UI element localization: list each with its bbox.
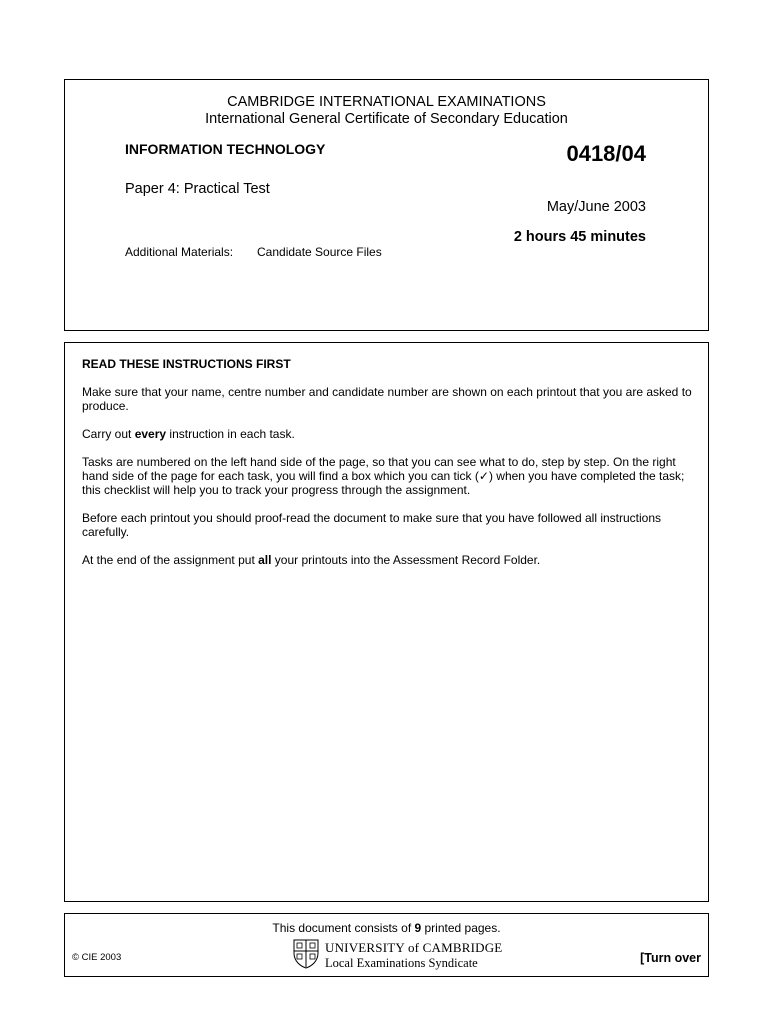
instruction-name-printouts: Make sure that your name, centre number and candidate number are shown on each printout that you are asked to produce. xyxy=(82,385,692,413)
instructions-box xyxy=(64,342,709,902)
page-count-note xyxy=(65,921,708,935)
instruction-text: your printouts into the Assessment Record Folder. xyxy=(271,553,541,567)
instruction-every-task xyxy=(82,427,694,441)
footer-box xyxy=(64,913,709,977)
instruction-text: Carry out xyxy=(82,427,135,441)
instruction-folder xyxy=(82,553,694,567)
materials-label: Additional Materials: xyxy=(125,245,234,259)
qualification-title: International General Certificate of Secondary Education xyxy=(205,111,568,127)
turn-over-label: [Turn over xyxy=(640,951,701,965)
materials-value: Candidate Source Files xyxy=(257,245,382,259)
cover-header-box xyxy=(64,79,709,331)
paper-code: 0418/04 xyxy=(566,141,646,166)
instruction-emphasis: every xyxy=(134,427,167,441)
subject-title: INFORMATION TECHNOLOGY xyxy=(125,141,326,157)
page-count-number: 9 xyxy=(414,921,422,935)
instruction-text: At the end of the assignment put xyxy=(82,553,259,567)
instruction-task-checklist: Tasks are numbered on the left hand side of the page, so that you can see what to do, step by step. On the right hand side of the page for each task, you will find a box which you can tick (✓) when you have completed the task; this checklist will help you to track your progress through the assignment. xyxy=(82,455,685,497)
page-count-text: printed pages. xyxy=(421,921,501,935)
exam-board: CAMBRIDGE INTERNATIONAL EXAMINATIONS xyxy=(227,94,546,110)
copyright-notice: © CIE 2003 xyxy=(72,952,122,963)
cambridge-logo xyxy=(293,939,503,971)
instructions-heading: READ THESE INSTRUCTIONS FIRST xyxy=(82,357,291,371)
university-name: UNIVERSITY of CAMBRIDGE xyxy=(325,940,503,955)
crest-icon xyxy=(293,939,319,969)
instructions-content xyxy=(82,357,694,581)
instruction-proof-read: Before each printout you should proof-read the document to make sure that you have followed all instructions carefully. xyxy=(82,511,662,539)
paper-title: Paper 4: Practical Test xyxy=(125,181,270,197)
syndicate-name: Local Examinations Syndicate xyxy=(325,956,478,970)
instruction-emphasis: all xyxy=(258,553,272,567)
exam-duration: 2 hours 45 minutes xyxy=(513,229,646,245)
page-count-text: This document consists of xyxy=(272,921,415,935)
instruction-text: instruction in each task. xyxy=(166,427,295,441)
exam-session: May/June 2003 xyxy=(546,199,646,215)
